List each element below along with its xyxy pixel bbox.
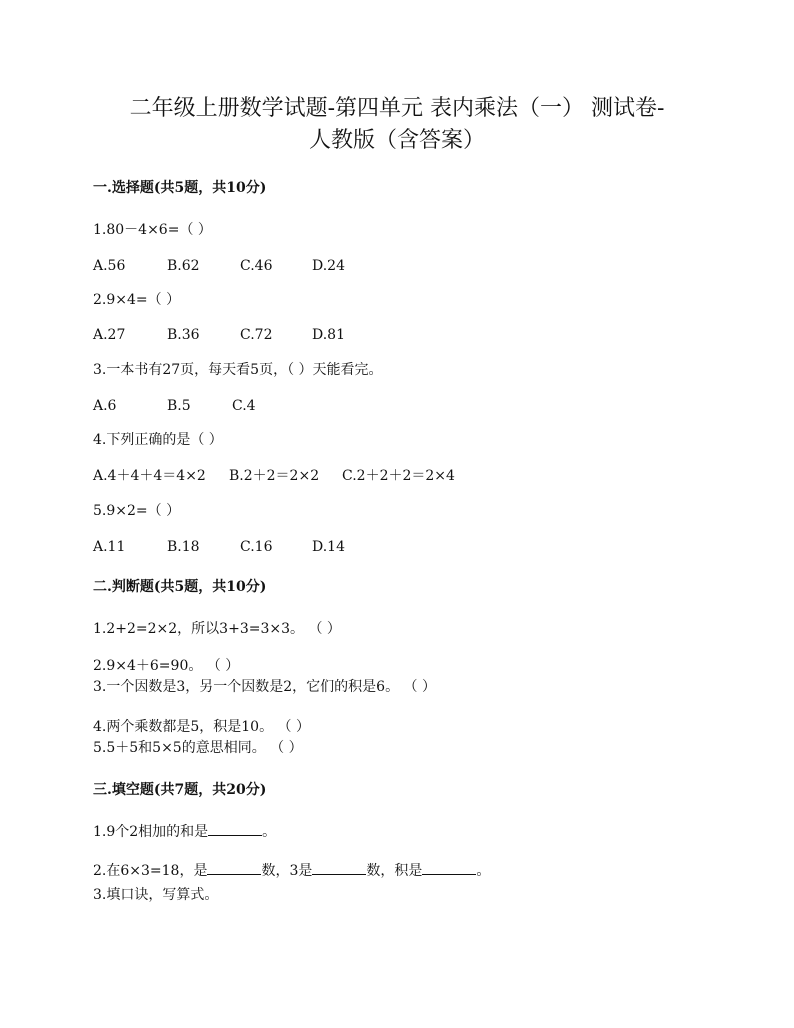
question-3-1-text: 1.9个2相加的和是 bbox=[93, 824, 209, 840]
option-1-4-b: B.2＋2＝2×2 bbox=[229, 468, 320, 484]
question-3-2-text-b: 数，3是 bbox=[261, 863, 313, 879]
option-1-1-a: A.56 bbox=[93, 258, 126, 274]
question-2-1: 1.2+2=2×2，所以3+3=3×3。 （ ） bbox=[93, 621, 341, 637]
page-title-line-2: 人教版（含答案） bbox=[308, 128, 485, 153]
question-3-2-text-c: 数，积是 bbox=[366, 863, 423, 879]
option-1-3-a: A.6 bbox=[93, 398, 117, 414]
section-heading-judgement: 二.判断题(共5题，共10分) bbox=[93, 579, 267, 595]
option-1-5-b: B.18 bbox=[167, 539, 200, 555]
question-3-2-end: 。 bbox=[476, 863, 491, 879]
option-1-2-b: B.36 bbox=[167, 327, 200, 343]
answer-blank[interactable] bbox=[207, 862, 261, 875]
option-1-3-c: C.4 bbox=[232, 398, 256, 414]
option-1-2-c: C.72 bbox=[240, 327, 273, 343]
option-1-1-d: D.24 bbox=[312, 258, 345, 274]
answer-blank[interactable] bbox=[312, 862, 366, 875]
answer-blank[interactable] bbox=[422, 862, 476, 875]
question-3-1-end: 。 bbox=[262, 824, 277, 840]
option-1-5-c: C.16 bbox=[240, 539, 273, 555]
option-1-1-c: C.46 bbox=[240, 258, 273, 274]
section-heading-fill-in: 三.填空题(共7题，共20分) bbox=[93, 782, 267, 798]
question-3-2 bbox=[93, 862, 490, 880]
option-1-3-b: B.5 bbox=[167, 398, 191, 414]
question-2-3: 3.一个因数是3，另一个因数是2，它们的积是6。 （ ） bbox=[93, 679, 436, 695]
question-1-4: 4.下列正确的是（ ） bbox=[93, 432, 223, 448]
option-1-4-a: A.4＋4＋4＝4×2 bbox=[93, 468, 206, 484]
option-1-5-a: A.11 bbox=[93, 539, 126, 555]
option-1-1-b: B.62 bbox=[167, 258, 200, 274]
option-1-2-a: A.27 bbox=[93, 327, 126, 343]
answer-blank[interactable] bbox=[208, 823, 262, 836]
option-1-5-d: D.14 bbox=[312, 539, 345, 555]
question-2-2: 2.9×4＋6=90。 （ ） bbox=[93, 658, 240, 674]
question-1-1: 1.80－4×6=（ ） bbox=[93, 222, 212, 238]
question-1-3: 3.一本书有27页，每天看5页，（ ）天能看完。 bbox=[93, 362, 383, 378]
question-3-3: 3.填口诀，写算式。 bbox=[93, 887, 219, 903]
question-1-2: 2.9×4=（ ） bbox=[93, 292, 181, 308]
question-3-1 bbox=[93, 823, 276, 841]
question-2-4: 4.两个乘数都是5，积是10。 （ ） bbox=[93, 719, 310, 735]
page-title-line-1: 二年级上册数学试题-第四单元 表内乘法（一） 测试卷- bbox=[129, 96, 665, 121]
option-1-2-d: D.81 bbox=[312, 327, 345, 343]
question-1-5: 5.9×2=（ ） bbox=[93, 503, 181, 519]
option-1-4-c: C.2＋2＋2＝2×4 bbox=[342, 468, 455, 484]
question-2-5: 5.5＋5和5×5的意思相同。 （ ） bbox=[93, 740, 303, 756]
question-3-2-text-a: 2.在6×3=18，是 bbox=[93, 863, 208, 879]
section-heading-choice: 一.选择题(共5题，共10分) bbox=[93, 180, 267, 196]
